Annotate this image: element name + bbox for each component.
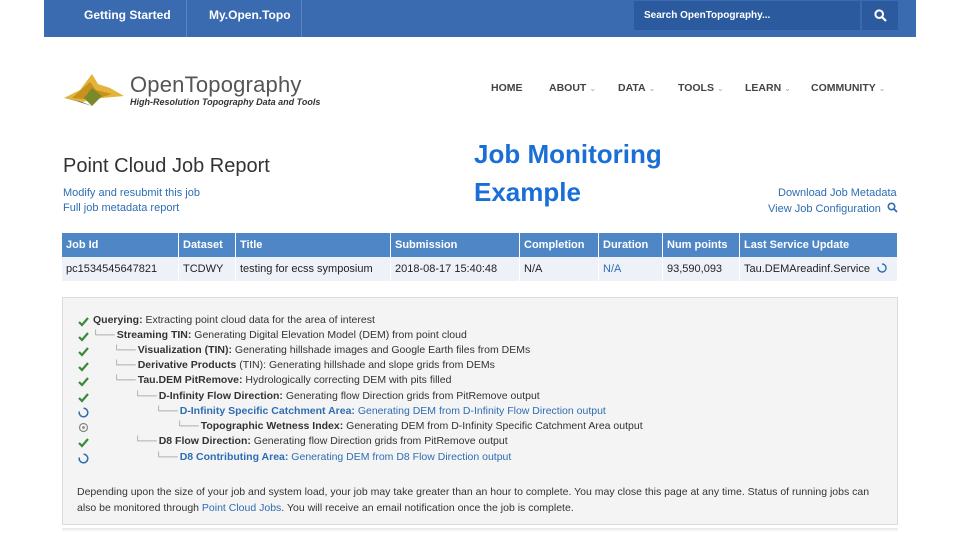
chevron-down-icon: ⌄ — [878, 84, 886, 93]
service-label: Tau.DEMAreadinf.Service — [744, 263, 870, 275]
nav-tools[interactable] — [678, 82, 724, 94]
table-header-row — [62, 233, 898, 257]
tree-connector: └─── — [114, 361, 136, 371]
job-progress-panel — [62, 297, 898, 525]
step-name: D-Infinity Flow Direction: — [158, 390, 283, 402]
column-header[interactable]: Job Id — [62, 233, 179, 257]
workflow-step — [156, 451, 511, 463]
step-description: Generating DEM from D-Infinity Flow Direction output — [354, 405, 606, 417]
nav-label: DATA — [618, 82, 646, 94]
workflow-step — [177, 420, 643, 432]
opentopography-logo[interactable] — [62, 68, 322, 112]
step-description: Generating Digital Elevation Model (DEM) from point cloud — [191, 329, 467, 341]
divider — [301, 0, 302, 37]
logo-subtitle: High-Resolution Topography Data and Tools — [130, 97, 321, 107]
step-name: Streaming TIN: — [116, 329, 192, 341]
check-icon — [78, 316, 89, 327]
column-header[interactable]: Completion — [520, 233, 599, 257]
tree-connector: └─── — [135, 392, 157, 402]
tree-connector: └─── — [135, 437, 157, 447]
modify-resubmit-link[interactable]: Modify and resubmit this job — [63, 187, 200, 199]
job-id-cell: pc1534545647821 — [62, 257, 179, 281]
nav-label: COMMUNITY — [811, 82, 876, 94]
step-name: D8 Contributing Area: — [179, 451, 289, 463]
search-icon — [887, 202, 898, 213]
duration-cell: N/A — [599, 257, 663, 281]
nav-learn[interactable] — [745, 82, 791, 94]
getting-started-link[interactable]: Getting Started — [84, 8, 171, 22]
spinner-icon — [77, 406, 89, 418]
nav-label: HOME — [491, 82, 523, 94]
check-icon — [77, 330, 89, 342]
completion-cell: N/A — [520, 257, 599, 281]
check-icon — [77, 360, 89, 372]
full-metadata-link[interactable]: Full job metadata report — [63, 202, 180, 214]
dataset-cell: TCDWY — [179, 257, 236, 281]
submission-cell: 2018-08-17 15:40:48 — [391, 257, 520, 281]
logo-title: OpenTopography — [130, 72, 302, 97]
num-points-cell: 93,590,093 — [663, 257, 740, 281]
check-icon — [78, 376, 89, 387]
divider — [186, 0, 187, 37]
workflow-step — [114, 374, 451, 386]
page-title: Point Cloud Job Report — [63, 155, 270, 177]
step-description: Generating hillshade images and Google Earth files from DEMs — [232, 344, 531, 356]
overlay-title: Job Monitoring Example — [474, 139, 662, 207]
workflow-step — [93, 329, 467, 341]
search-input[interactable]: Search OpenTopography... — [634, 1, 860, 30]
tree-connector: └─── — [93, 331, 115, 341]
nav-label: TOOLS — [678, 82, 714, 94]
chevron-down-icon: ⌄ — [716, 84, 724, 93]
note-text: Depending upon the size of your job and system load, your job may take greater than an hour to complete. You may close this page at any time. Status of running jobs can also be monitored through — [77, 486, 870, 514]
tree-connector: └─── — [114, 346, 136, 356]
download-metadata-link[interactable]: Download Job Metadata — [778, 187, 897, 199]
job-note — [77, 484, 887, 516]
spinner-icon — [78, 407, 89, 418]
my-open-topo-link[interactable]: My.Open.Topo — [209, 8, 291, 22]
pending-icon — [77, 421, 89, 433]
spinner-icon — [877, 263, 887, 273]
chevron-down-icon: ⌄ — [648, 84, 656, 93]
nav-home[interactable] — [491, 82, 523, 94]
column-header[interactable]: Num points — [663, 233, 740, 257]
nav-label: ABOUT — [549, 82, 587, 94]
search-icon — [874, 9, 887, 22]
step-description: Generating flow Direction grids from PitRemove output — [250, 435, 508, 447]
title-cell: testing for ecss symposium — [236, 257, 391, 281]
step-name: Tau.DEM PitRemove: — [137, 374, 243, 386]
workflow-step — [135, 435, 508, 447]
workflow-step — [114, 344, 530, 356]
nav-about[interactable] — [549, 82, 596, 94]
step-name: D-Infinity Specific Catchment Area: — [179, 405, 355, 417]
check-icon — [78, 437, 89, 448]
workflow-step — [114, 359, 495, 371]
check-icon — [78, 331, 89, 342]
step-description: Generating DEM from D8 Flow Direction output — [288, 451, 512, 463]
check-icon — [77, 391, 89, 403]
step-name: Derivative Products — [137, 359, 237, 371]
check-icon — [77, 315, 89, 327]
tree-connector: └─── — [156, 407, 178, 417]
check-icon — [78, 392, 89, 403]
workflow-step — [93, 314, 375, 326]
spinner-icon — [78, 453, 89, 464]
table-row — [62, 257, 898, 281]
view-configuration-link[interactable] — [768, 202, 898, 215]
workflow-step — [135, 390, 540, 402]
check-icon — [77, 345, 89, 357]
check-icon — [78, 361, 89, 372]
step-name: Topographic Wetness Index: — [200, 420, 344, 432]
pending-icon — [78, 422, 89, 433]
nav-label: LEARN — [745, 82, 782, 94]
column-header[interactable]: Title — [236, 233, 391, 257]
panel-shadow — [62, 528, 898, 532]
chevron-down-icon: ⌄ — [589, 84, 597, 93]
check-icon — [78, 346, 89, 357]
column-header[interactable]: Dataset — [179, 233, 236, 257]
tree-connector: └─── — [156, 453, 178, 463]
tree-connector: └─── — [114, 376, 136, 386]
note-text: . You will receive an email notification once the job is complete. — [281, 502, 574, 514]
nav-data[interactable] — [618, 82, 655, 94]
step-description: Hydrologically correcting DEM with pits filled — [242, 374, 452, 386]
step-description: (TIN): Generating hillshade and slope grids from DEMs — [236, 359, 495, 371]
step-name: Querying: — [93, 314, 143, 326]
column-header[interactable]: Submission — [391, 233, 520, 257]
tree-connector: └─── — [177, 422, 199, 432]
point-cloud-jobs-link[interactable]: Point Cloud Jobs — [201, 502, 282, 514]
check-icon — [77, 436, 89, 448]
check-icon — [77, 375, 89, 387]
step-description: Generating DEM from D-Infinity Specific Catchment Area output — [343, 420, 643, 432]
column-header[interactable]: Duration — [599, 233, 663, 257]
nav-community[interactable] — [811, 82, 885, 94]
step-description: Generating flow Direction grids from PitRemove output — [282, 390, 540, 402]
step-name: Visualization (TIN): — [137, 344, 232, 356]
logo-mountain-icon — [62, 68, 126, 112]
step-name: D8 Flow Direction: — [158, 435, 251, 447]
spinner-icon — [77, 452, 89, 464]
search-button[interactable] — [861, 1, 898, 30]
chevron-down-icon: ⌄ — [784, 84, 791, 93]
job-table — [62, 233, 898, 281]
step-description: Extracting point cloud data for the area of interest — [142, 314, 375, 326]
workflow-step — [156, 405, 606, 417]
view-configuration-label: View Job Configuration — [768, 203, 881, 215]
last-service-update-cell — [740, 257, 898, 281]
top-bar — [44, 0, 916, 37]
column-header[interactable]: Last Service Update — [740, 233, 898, 257]
